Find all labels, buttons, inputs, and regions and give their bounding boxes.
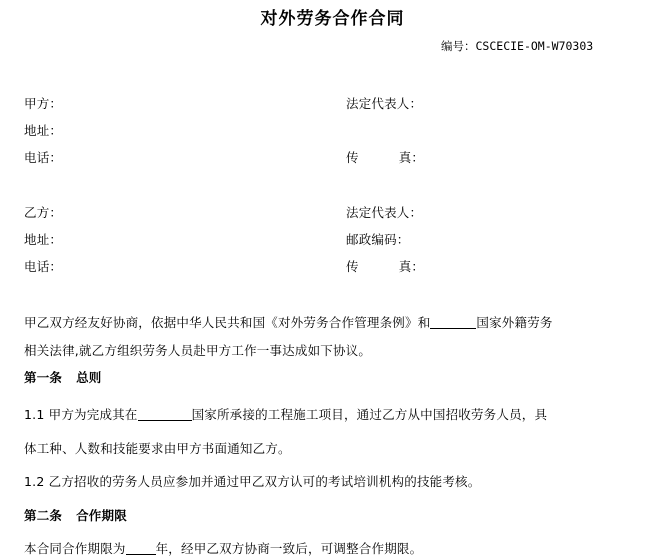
party-b-postcode-label: 邮政编码： [346,232,410,247]
party-a-fax-label [346,148,424,166]
clause-1-2: 1.2 乙方招收的劳务人员应参加并通过甲乙双方认可的考试培训机构的技能考核。 [24,474,481,489]
article-2-title: 合作期限 [76,508,127,523]
article-1-heading [24,368,102,386]
party-b-fax-label-char1: 传 [346,259,359,274]
intro-line-1 [24,313,553,331]
article-1-number: 第一条 [24,370,63,385]
article-2-text-part2: 年，经甲乙双方协商一致后，可调整合作期限。 [155,541,423,556]
party-b-fax-label-char2: 真： [398,259,425,274]
article-1-title: 总则 [76,370,102,385]
clause-1-1-text-part2: 国家所承接的工程施工项目，通过乙方从中国招收劳务人员，具 [191,407,548,422]
article-2-blank-field [126,540,156,555]
party-a-fax-label-char1: 传 [346,150,359,165]
clause-1-1-text-part1: 1.1 甲方为完成其在 [24,407,138,422]
article-2-clause [24,539,422,557]
clause-1-1-blank-field [138,406,192,421]
document-title: 对外劳务合作合同 [260,9,405,29]
party-a-address-label: 地址： [24,123,63,138]
party-b-legal-rep-label: 法定代表人： [346,205,423,220]
intro-text-part2: 国家外籍劳务 [476,315,553,330]
intro-line-2: 相关法律,就乙方组织劳务人员赴甲方工作一事达成如下协议。 [24,343,372,358]
party-b-phone-label: 电话： [24,259,63,274]
document-number: 编号：CSCECIE-OM-W70303 [441,39,594,53]
intro-blank-field [430,314,476,329]
party-a-legal-rep-label: 法定代表人： [346,96,423,111]
clause-1-1-line-1 [24,405,547,423]
party-a-phone-label: 电话： [24,150,63,165]
article-2-number: 第二条 [24,508,63,523]
clause-1-1-line-2: 体工种、人数和技能要求由甲方书面通知乙方。 [24,441,291,456]
party-b-label: 乙方： [24,205,63,220]
intro-text-part1: 甲乙双方经友好协商，依据中华人民共和国《对外劳务合作管理条例》和 [24,315,431,330]
party-a-fax-label-char2: 真： [398,150,425,165]
party-b-address-label: 地址： [24,232,63,247]
party-a-label: 甲方： [24,96,63,111]
article-2-heading [24,506,127,524]
article-2-text-part1: 本合同合作期限为 [24,541,126,556]
party-b-fax-label [346,257,424,275]
